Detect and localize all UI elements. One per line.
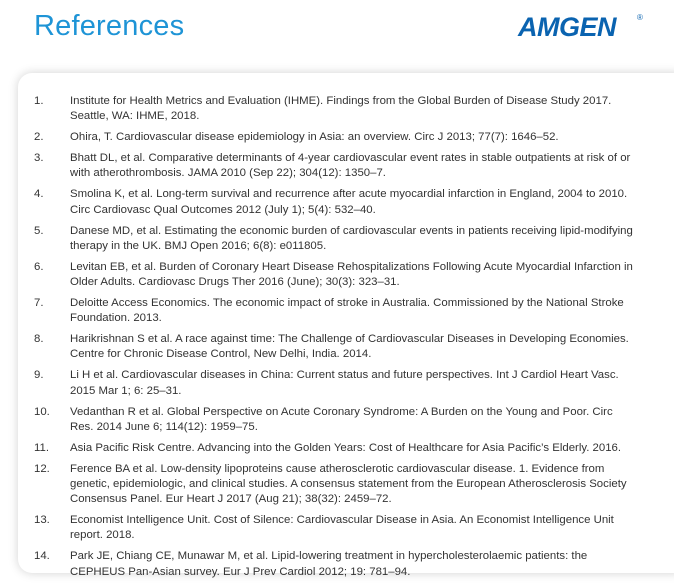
reference-number: 8. bbox=[34, 333, 44, 346]
reference-text: Economist Intelligence Unit. Cost of Silence: Cardiovascular Disease in Asia. An Economist Intelligence Unit report. 2018. bbox=[70, 514, 614, 542]
reference-text: Bhatt DL, et al. Comparative determinants of 4-year cardiovascular event rates in stable outpatients at risk of or with atherothrombosis. JAMA 2010 (Sep 22); 304(12): 1350–7. bbox=[70, 152, 631, 180]
reference-item bbox=[34, 462, 634, 508]
reference-text: Park JE, Chiang CE, Munawar M, et al. Lipid-lowering treatment in hypercholesterolaemic patients: the CEPHEUS Pan-Asian survey. Eur J Prev Cardiol 2012; 19: 781–94. bbox=[70, 550, 588, 578]
amgen-logo: AMGEN bbox=[518, 12, 616, 42]
reference-text: Deloitte Access Economics. The economic impact of stroke in Australia. Commissioned by the National Stroke Foundation. 2013. bbox=[70, 297, 624, 325]
reference-number: 14. bbox=[34, 550, 50, 563]
reference-item bbox=[34, 151, 634, 181]
reference-text: Levitan EB, et al. Burden of Coronary Heart Disease Rehospitalizations Following Acute Myocardial Infarction in Older Adults. Cardiovasc Drugs Ther 2016 (June); 30(3): 323–31. bbox=[70, 260, 633, 289]
reference-number: 5. bbox=[34, 224, 44, 237]
reference-number: 13. bbox=[34, 514, 50, 527]
reference-item bbox=[34, 296, 634, 326]
reference-number: 4. bbox=[34, 188, 44, 201]
reference-number: 7. bbox=[34, 297, 44, 310]
reference-number: 2. bbox=[34, 131, 44, 144]
reference-item bbox=[34, 187, 634, 217]
reference-text: Institute for Health Metrics and Evaluation (IHME). Findings from the Global Burden of Disease Study 2017. Seattle, WA: IHME, 2018. bbox=[70, 95, 612, 123]
reference-text: Vedanthan R et al. Global Perspective on Acute Coronary Syndrome: A Burden on the Young and Poor. Circ Res. 2014 June 6; 114(12): 1959–75. bbox=[70, 405, 613, 433]
reference-number: 10. bbox=[34, 405, 50, 418]
reference-number: 6. bbox=[34, 260, 44, 273]
reference-item bbox=[34, 441, 634, 456]
reference-text: Asia Pacific Risk Centre. Advancing into the Golden Years: Cost of Healthcare for Asia Pacific’s Elderly. 2016. bbox=[70, 441, 622, 454]
reference-item bbox=[34, 549, 634, 579]
reference-item bbox=[34, 130, 634, 145]
reference-number: 9. bbox=[34, 369, 44, 382]
reference-text: Danese MD, et al. Estimating the economic burden of cardiovascular events in patients receiving lipid-modifying therapy in the UK. BMJ Open 2016; 6(8): e011805. bbox=[70, 224, 633, 252]
registered-mark: ® bbox=[637, 13, 643, 22]
reference-text: Ference BA et al. Low-density lipoproteins cause atherosclerotic cardiovascular disease. 1. Evidence from genetic, epidemiologic, and clinical studies. A consensus statement from the European Atherosclerosis Society Consensus Panel. Eur Heart J 2017 (Aug 21); 38(32): 2459–72. bbox=[70, 462, 627, 506]
reference-item bbox=[34, 405, 634, 435]
reference-list bbox=[34, 94, 634, 586]
reference-text: Ohira, T. Cardiovascular disease epidemiology in Asia: an overview. Circ J 2013; 77(7): 1646–52. bbox=[70, 131, 559, 144]
reference-number: 12. bbox=[34, 462, 50, 475]
reference-item bbox=[34, 260, 634, 290]
reference-number: 11. bbox=[34, 441, 49, 454]
reference-number: 3. bbox=[34, 152, 44, 165]
page-title: References bbox=[34, 10, 185, 42]
reference-text: Smolina K, et al. Long-term survival and recurrence after acute myocardial infarction in England, 2004 to 2010. Circ Cardiovasc Qual Outcomes 2012 (July 1); 5(4): 532–40. bbox=[70, 188, 628, 216]
reference-item bbox=[34, 332, 634, 362]
reference-item bbox=[34, 368, 634, 398]
reference-text: Harikrishnan S et al. A race against time: The Challenge of Cardiovascular Diseases in Developing Economies. Centre for Chronic Disease Control, New Delhi, India. 2014. bbox=[70, 333, 629, 361]
reference-item bbox=[34, 224, 634, 254]
reference-text: Li H et al. Cardiovascular diseases in China: Current status and future perspectives. Int J Cardiol Heart Vasc. 2015 Mar 1; 6: 25–31. bbox=[70, 369, 619, 397]
reference-item bbox=[34, 94, 634, 124]
reference-number: 1. bbox=[34, 95, 44, 107]
reference-item bbox=[34, 513, 634, 543]
